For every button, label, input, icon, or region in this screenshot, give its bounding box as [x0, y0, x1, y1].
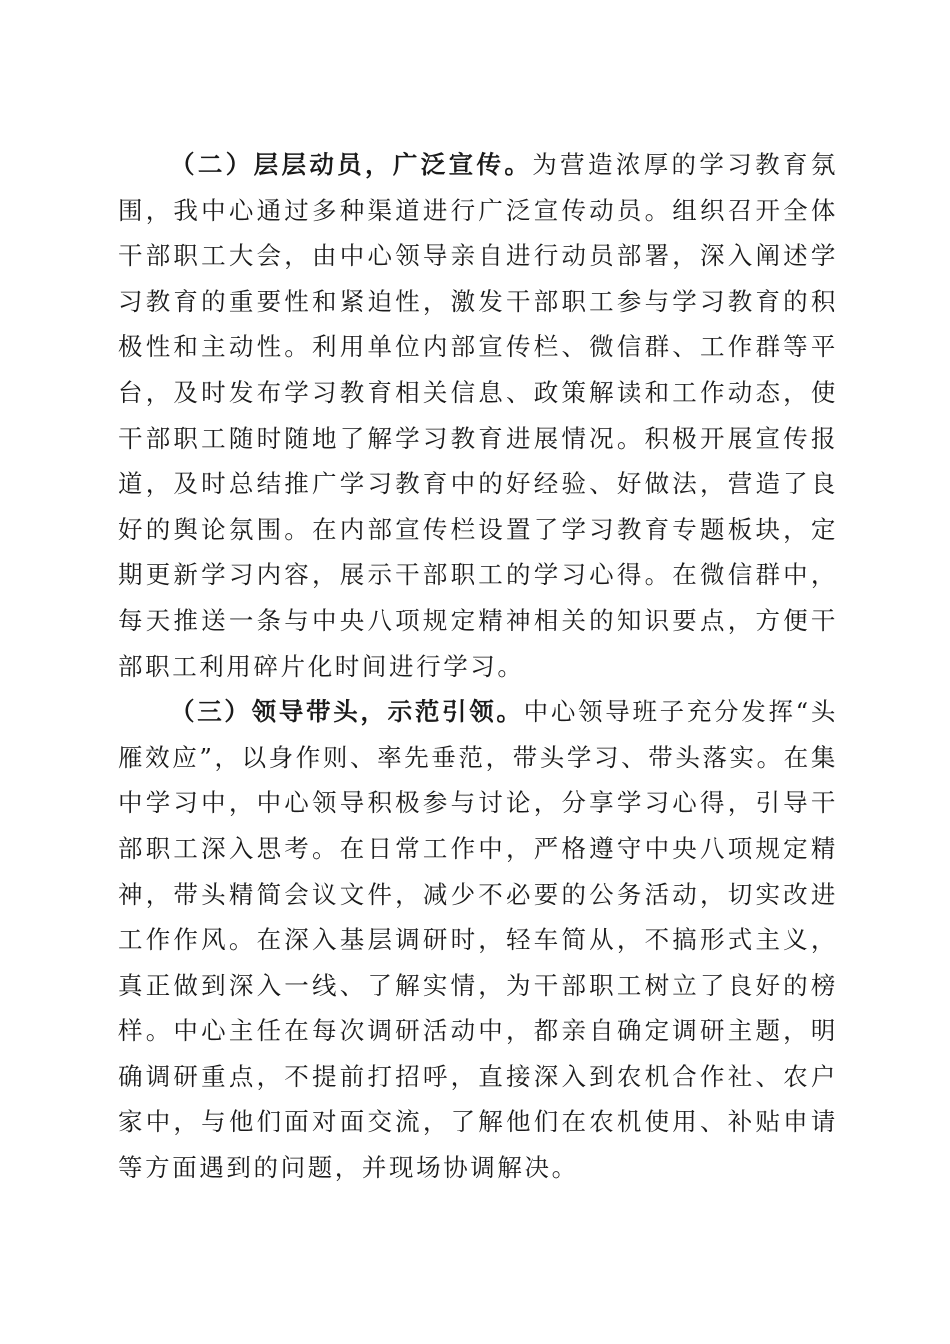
- section-heading-2: （二）层层动员，广泛宣传。: [170, 150, 533, 179]
- paragraph-mobilization: [118, 142, 838, 689]
- paragraph-body: 为营造浓厚的学习教育氛围，我中心通过多种渠道进行广泛宣传动员。组织召开全体干部职工大会，由中心领导亲自进行动员部署，深入阐述学习教育的重要性和紧迫性，激发干部职工参与学习教育的积极性和主动性。利用单位内部宣传栏、微信群、工作群等平台，及时发布学习教育相关信息、政策解读和工作动态，使干部职工随时随地了解学习教育进展情况。积极开展宣传报道，及时总结推广学习教育中的好经验、好做法，营造了良好的舆论氛围。在内部宣传栏设置了学习教育专题板块，定期更新学习内容，展示干部职工的学习心得。在微信群中，每天推送一条与中央八项规定精神相关的知识要点，方便干部职工利用碎片化时间进行学习。: [118, 150, 838, 681]
- section-heading-3: （三）领导带头，示范引领。: [170, 697, 524, 727]
- paragraph-body: 中心领导班子充分发挥“头雁效应”，以身作则、率先垂范，带头学习、带头落实。在集中学习中，中心领导积极参与讨论，分享学习心得，引导干部职工深入思考。在日常工作中，严格遵守中央八项规定精神，带头精简会议文件，减少不必要的公务活动，切实改进工作作风。在深入基层调研时，轻车简从，不搞形式主义，真正做到深入一线、了解实情，为干部职工树立了良好的榜样。中心主任在每次调研活动中，都亲自确定调研主题，明确调研重点，不提前打招呼，直接深入到农机合作社、农户家中，与他们面对面交流，了解他们在农机使用、补贴申请等方面遇到的问题，并现场协调解决。: [118, 697, 838, 1183]
- paragraph-leadership: [118, 689, 838, 1191]
